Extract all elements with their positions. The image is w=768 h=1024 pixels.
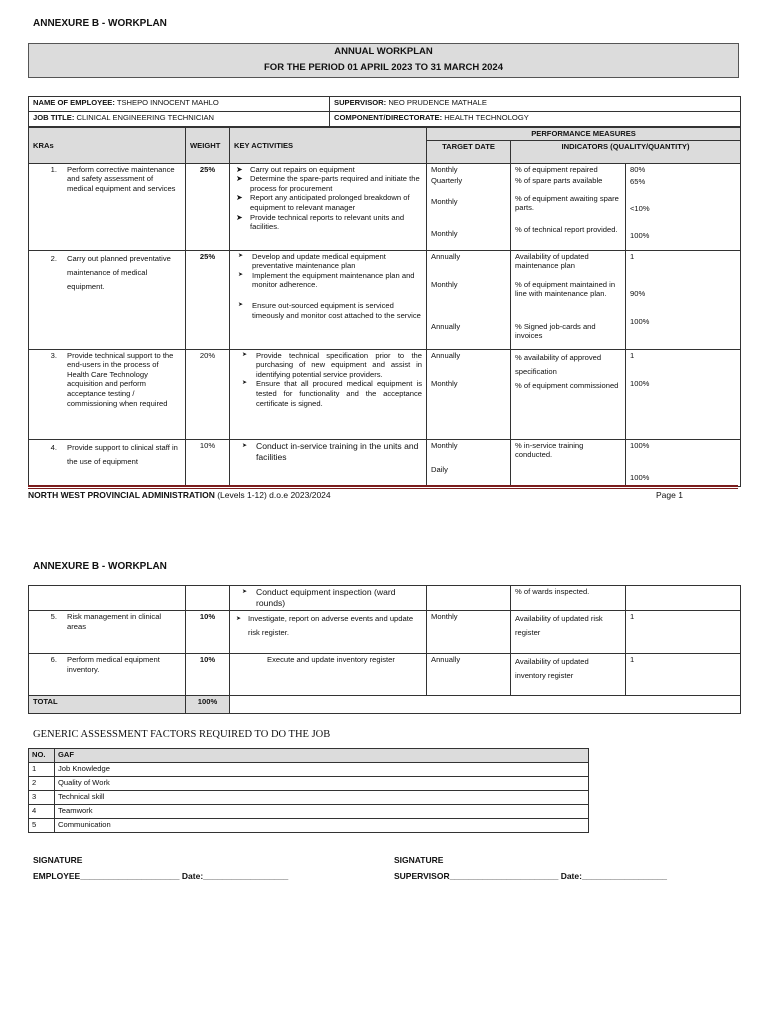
target-cell: 80% 65% <10% 100% xyxy=(626,163,741,250)
weight-cell: 25% xyxy=(186,163,230,250)
arrow-bullet-icon: ➤ xyxy=(238,252,244,259)
weight-cell: 10% xyxy=(186,654,230,696)
arrow-bullet-icon: ➤ xyxy=(242,380,248,387)
gaf-table xyxy=(28,748,589,833)
activities-cell: Execute and update inventory register xyxy=(230,654,427,696)
workplan-title-box xyxy=(28,43,739,78)
indicator-cell: % in-service training conducted. xyxy=(511,439,626,486)
activities-cell xyxy=(230,611,427,654)
arrow-bullet-icon: ➤ xyxy=(242,442,248,449)
target-cell: 1 xyxy=(626,611,741,654)
arrow-bullet-icon: ➤ xyxy=(238,271,244,278)
employee-signature-heading: SIGNATURE xyxy=(33,855,83,865)
table-row: 1 Job Knowledge xyxy=(29,763,589,777)
target-date-cell: Monthly Quarterly Monthly Monthly xyxy=(427,163,511,250)
col-indicators: INDICATORS (QUALITY/QUANTITY) xyxy=(511,140,741,163)
arrow-bullet-icon: ➤ xyxy=(242,589,248,595)
activities-cell xyxy=(230,250,427,349)
arrow-bullet-icon: ➤ xyxy=(236,164,243,174)
arrow-bullet-icon: ➤ xyxy=(236,212,243,222)
kra-text: Carry out planned preventative maintenance of medical equipment. xyxy=(67,253,171,291)
col-performance-measures: PERFORMANCE MEASURES xyxy=(427,128,741,141)
annex-title-page2: ANNEXURE B - WORKPLAN xyxy=(33,561,167,572)
indicator-cell: Availability of updated risk register xyxy=(511,611,626,654)
total-weight: 100% xyxy=(186,696,230,714)
target-date-cell: Annually Monthly Annually xyxy=(427,250,511,349)
footer-divider xyxy=(28,485,738,487)
table-row xyxy=(29,586,741,611)
table-row: 3 Technical skill xyxy=(29,791,589,805)
weight-cell: 20% xyxy=(186,349,230,439)
page-footer xyxy=(28,490,740,500)
list-item: ➤ Develop and update medical equipment preventative maintenance plan xyxy=(238,251,386,271)
table-row xyxy=(29,349,741,439)
supervisor-name: NEO PRUDENCE MATHALE xyxy=(388,98,487,107)
job-title: CLINICAL ENGINEERING TECHNICIAN xyxy=(76,113,215,122)
weight-cell: 10% xyxy=(186,611,230,654)
list-item: ➤ Ensure out-sourced equipment is serviced timeously and monitor cost attached to the service xyxy=(238,300,421,320)
kra-text: Provide support to clinical staff in the use of equipment xyxy=(67,442,178,466)
employee-date-line: Date:__________________ xyxy=(181,871,289,881)
table-row: 5 Communication xyxy=(29,819,589,833)
col-weight: WEIGHT xyxy=(186,128,230,164)
target-date-cell: Annually xyxy=(427,654,511,696)
kra-text: Risk management in clinical areas xyxy=(67,612,162,631)
list-item: ➤ Ensure that all procured medical equipment is tested for functionality and the acceptance certificate is signed. xyxy=(242,379,422,408)
page-number: Page 1 xyxy=(656,490,683,500)
kra-cell: 1. Perform corrective maintenance and safety assessment of medical equipment and services xyxy=(29,163,186,250)
kra-text: Perform medical equipment inventory. xyxy=(67,655,160,674)
gaf-col-gaf: GAF xyxy=(55,749,589,763)
employee-signature-block xyxy=(33,852,288,884)
kra-cell: 6. Perform medical equipment inventory. xyxy=(29,654,186,696)
indicator-cell: Availability of updated inventory register xyxy=(511,654,626,696)
activities-cell xyxy=(230,163,427,250)
kra-cell: 3. Provide technical support to the end-users in the process of Health Care Technology acquisition and perform acceptance testing / commissioning when required xyxy=(29,349,186,439)
workplan-period: FOR THE PERIOD 01 APRIL 2023 TO 31 MARCH 2024 xyxy=(264,62,503,73)
arrow-bullet-icon: ➤ xyxy=(236,174,243,184)
employee-info-table xyxy=(28,96,741,127)
table-row xyxy=(29,439,741,486)
indicator-cell: % availability of approved specification % of equipment commissioned xyxy=(511,349,626,439)
footer-levels: (Levels 1-12) d.o.e 2023/2024 xyxy=(217,490,331,500)
table-row xyxy=(29,654,741,696)
arrow-bullet-icon: ➤ xyxy=(242,351,248,358)
employee-name: TSHEPO INNOCENT MAHLO xyxy=(116,98,219,107)
employee-signature-line: EMPLOYEE_____________________ xyxy=(33,871,180,881)
kra-text: Provide technical support to the end-users in the process of Health Care Technology acquisition and perform acceptance testing / commissioning when required xyxy=(67,350,174,408)
supervisor-cell: SUPERVISOR: NEO PRUDENCE MATHALE xyxy=(330,97,741,112)
supervisor-date-line: Date:__________________ xyxy=(560,871,668,881)
arrow-bullet-icon: ➤ xyxy=(238,301,244,308)
indicator-cell: Availability of updated maintenance plan % of equipment maintained in line with maintenance plan. % Signed job-cards and invoices xyxy=(511,250,626,349)
list-item: ➤ Provide technical reports to relevant units and facilities. xyxy=(236,212,405,232)
target-cell: 1 90% 100% xyxy=(626,250,741,349)
activities-cell xyxy=(230,439,427,486)
kra-text: Perform corrective maintenance and safety assessment of medical equipment and services xyxy=(67,164,176,193)
list-item: ➤ Implement the equipment maintenance plan and monitor adherence. xyxy=(238,270,415,290)
supervisor-signature-line: SUPERVISOR_______________________ xyxy=(394,871,559,881)
supervisor-signature-block xyxy=(394,852,667,884)
target-date-cell: Monthly Daily xyxy=(427,439,511,486)
target-cell: 1 xyxy=(626,654,741,696)
list-item: ➤ Report any anticipated prolonged breakdown of equipment to relevant manager xyxy=(236,193,410,212)
gaf-title: GENERIC ASSESSMENT FACTORS REQUIRED TO DO THE JOB xyxy=(33,729,331,740)
supervisor-signature-heading: SIGNATURE xyxy=(394,855,444,865)
indicator-cell: % of wards inspected. xyxy=(511,586,626,611)
workplan-table xyxy=(28,127,741,487)
component-cell: COMPONENT/DIRECTORATE: HEALTH TECHNOLOGY xyxy=(330,112,741,127)
list-item: ➤ Determine the spare-parts required and initiate the process for procurement xyxy=(236,174,420,193)
workplan-title: ANNUAL WORKPLAN xyxy=(334,46,433,57)
kra-cell: 4. Provide support to clinical staff in the use of equipment xyxy=(29,439,186,486)
target-date-cell: Annually Monthly xyxy=(427,349,511,439)
annex-title: ANNEXURE B - WORKPLAN xyxy=(33,18,167,29)
weight-cell: 25% xyxy=(186,250,230,349)
activities-cell xyxy=(230,586,427,611)
list-item: ➤ Provide technical specification prior to the purchasing of new equipment and assist in identifying potential service providers. xyxy=(242,350,422,379)
list-item: ➤ Carry out repairs on equipment xyxy=(236,164,355,174)
gaf-col-no: NO. xyxy=(29,749,55,763)
list-item: ➤ Investigate, report on adverse events and update risk register. xyxy=(236,614,414,637)
total-label: TOTAL xyxy=(29,696,186,714)
col-key-activities: KEY ACTIVITIES xyxy=(230,128,427,164)
footer-org: NORTH WEST PROVINCIAL ADMINISTRATION xyxy=(28,490,215,500)
target-cell: 1 100% xyxy=(626,349,741,439)
table-row: 2 Quality of Work xyxy=(29,777,589,791)
list-item: ➤ Conduct in-service training in the units and facilities xyxy=(242,440,419,462)
component: HEALTH TECHNOLOGY xyxy=(444,113,529,122)
table-row: 4 Teamwork xyxy=(29,805,589,819)
arrow-bullet-icon: ➤ xyxy=(236,193,243,203)
weight-cell: 10% xyxy=(186,439,230,486)
activities-cell xyxy=(230,349,427,439)
table-row xyxy=(29,611,741,654)
employee-name-cell: NAME OF EMPLOYEE: TSHEPO INNOCENT MAHLO xyxy=(29,97,330,112)
table-row xyxy=(29,163,741,250)
total-row xyxy=(29,696,741,714)
target-date-cell: Monthly xyxy=(427,611,511,654)
col-kras: KRAs xyxy=(29,128,186,164)
indicator-cell: % of equipment repaired % of spare parts available % of equipment awaiting spare parts. % of technical report provided. xyxy=(511,163,626,250)
kra-cell: 5. Risk management in clinical areas xyxy=(29,611,186,654)
kra-cell: 2. Carry out planned preventative maintenance of medical equipment. xyxy=(29,250,186,349)
arrow-bullet-icon: ➤ xyxy=(236,616,242,622)
col-target-date: TARGET DATE xyxy=(427,140,511,163)
list-item: ➤ Conduct equipment inspection (ward rounds) xyxy=(242,587,396,608)
workplan-table-continued xyxy=(28,585,741,714)
footer-divider xyxy=(28,488,738,489)
table-row xyxy=(29,250,741,349)
target-cell: 100% 100% xyxy=(626,439,741,486)
job-title-cell: JOB TITLE: CLINICAL ENGINEERING TECHNICIAN xyxy=(29,112,330,127)
